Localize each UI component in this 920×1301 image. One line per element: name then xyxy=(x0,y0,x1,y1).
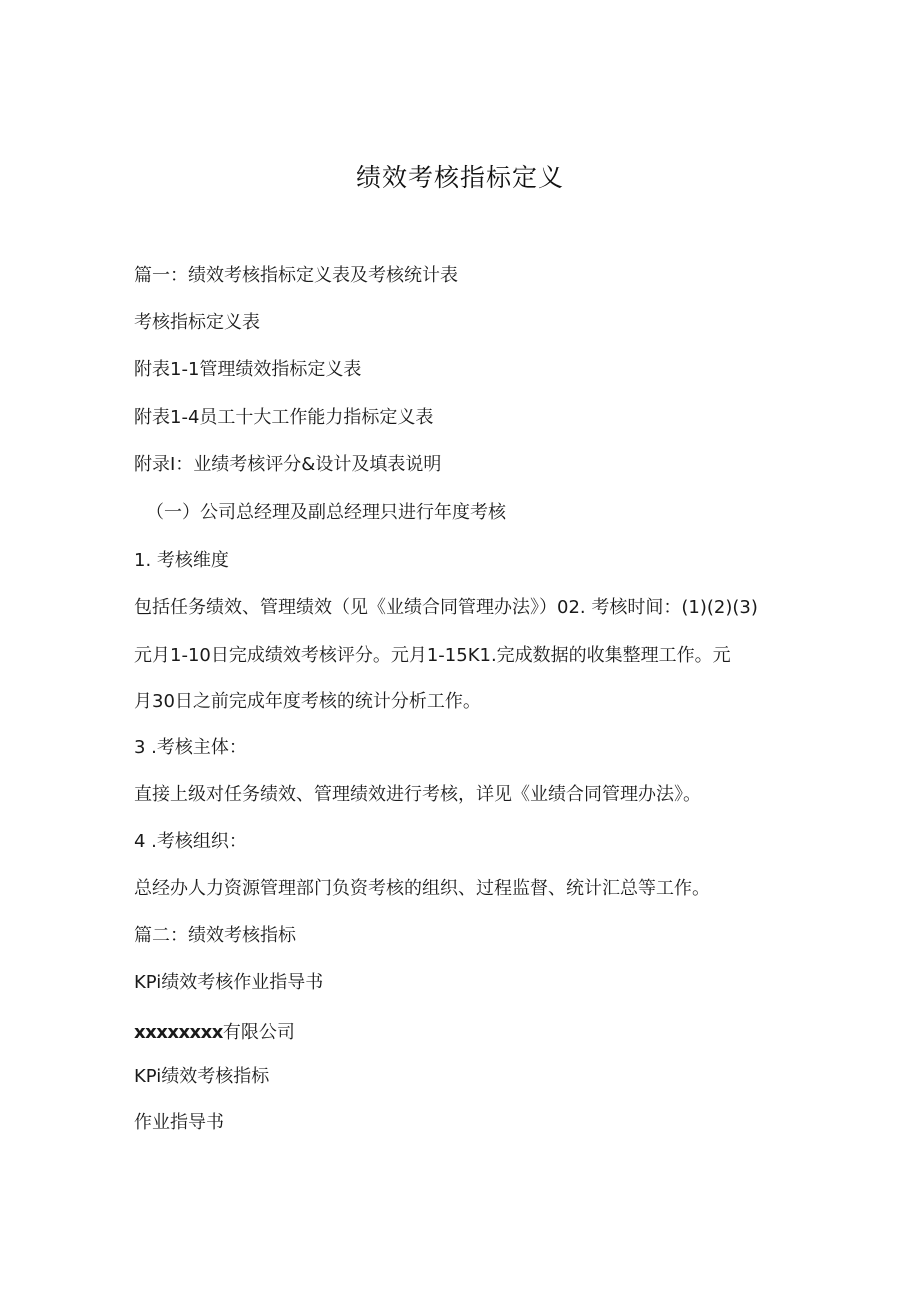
company-name-line xyxy=(134,1020,794,1046)
section-heading-part-two: 篇二：绩效考核指标 xyxy=(134,925,296,946)
text-line: 附表1-4员工十大工作能力指标定义表 xyxy=(134,407,434,428)
text-line: 附录I：业绩考核评分&设计及填表说明 xyxy=(134,454,442,475)
company-suffix: 有限公司 xyxy=(222,1022,295,1043)
text-line: 1. 考核维度 xyxy=(134,550,229,571)
text-line: 4 .考核组织： xyxy=(134,831,247,852)
text-line: 附表1-1管理绩效指标定义表 xyxy=(134,359,362,380)
text-line: 作业指导书 xyxy=(134,1112,224,1133)
text-line: 月30日之前完成年度考核的统计分析工作。 xyxy=(134,691,481,712)
document-title: 绩效考核指标定义 xyxy=(355,163,564,192)
text-line: 3 .考核主体： xyxy=(134,737,247,758)
text-line: 考核指标定义表 xyxy=(134,312,260,333)
company-placeholder: xxxxxxxx xyxy=(134,1022,223,1043)
text-line: 总经办人力资源管理部门负资考核的组织、过程监督、统计汇总等工作。 xyxy=(134,878,710,899)
section-heading-part-one: 篇一：绩效考核指标定义表及考核统计表 xyxy=(134,265,458,286)
text-line: 元月1-10日完成绩效考核评分。元月1-15K1.完成数据的收集整理工作。元 xyxy=(134,645,731,666)
text-line: KPi绩效考核作业指导书 xyxy=(134,972,324,993)
text-line: 包括任务绩效、管理绩效（见《业绩合同管理办法》）02. 考核时间：(1)(2)(3) xyxy=(134,597,758,618)
text-line: （一）公司总经理及副总经理只进行年度考核 xyxy=(146,502,506,523)
text-line: KPi绩效考核指标 xyxy=(134,1066,270,1087)
text-line: 直接上级对任务绩效、管理绩效进行考核，详见《业绩合同管理办法》。 xyxy=(134,784,701,805)
